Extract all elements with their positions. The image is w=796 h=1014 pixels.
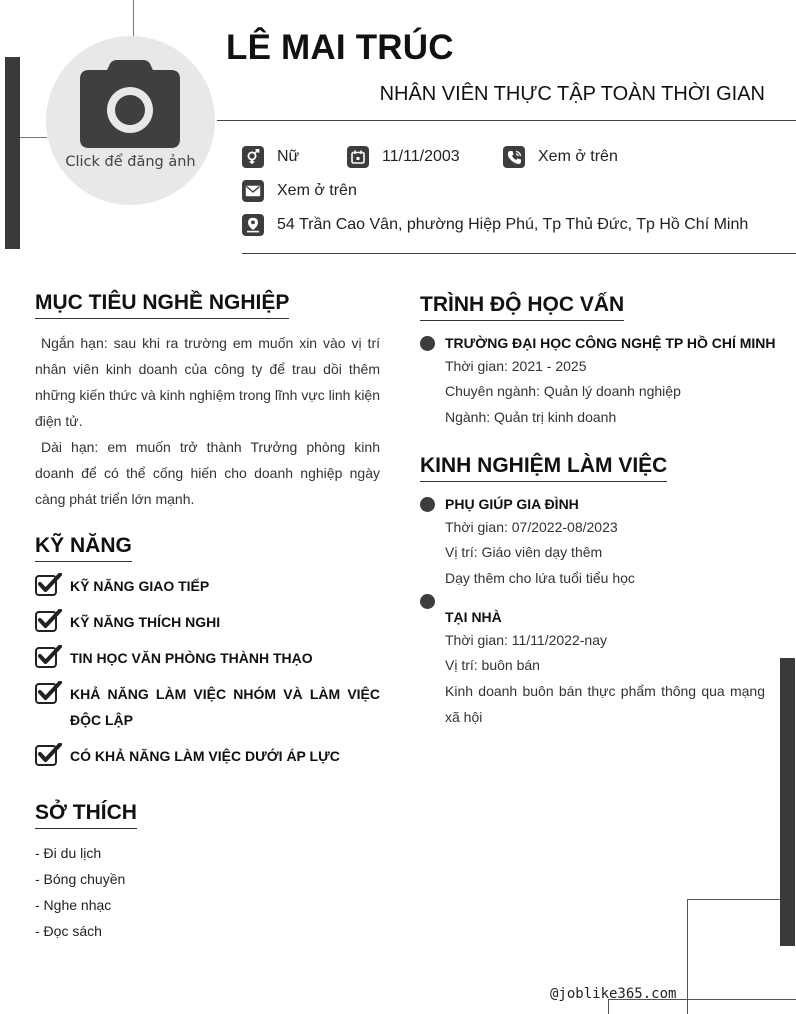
checkbox-checked-icon [35, 609, 62, 633]
email-value: Xem ở trên [277, 182, 357, 199]
skill-item [35, 743, 380, 769]
contact-birthday [347, 146, 460, 168]
objective-long-term: Dài hạn: em muốn trở thành Trưởng phòng kinh doanh để có thể cống hiến cho doanh nghiệp ngày càng phát triển lớn mạnh. [35, 439, 380, 507]
candidate-name: LÊ MAI TRÚC [226, 28, 454, 67]
hobby-item: - Đi du lịch [35, 845, 102, 861]
skills-heading: KỸ NĂNG [35, 534, 132, 562]
contact-address [242, 214, 748, 236]
job-description: Dạy thêm cho lứa tuổi tiểu học [445, 570, 635, 586]
decor-line [20, 137, 47, 138]
divider [217, 120, 796, 121]
hobby-item: - Nghe nhạc [35, 897, 112, 913]
school-name: TRƯỜNG ĐẠI HỌC CÔNG NGHỆ TP HỒ CHÍ MINH [445, 335, 776, 351]
watermark: @joblike365.com [550, 986, 677, 1002]
objective-short-term: Ngắn hạn: sau khi ra trường em muốn xin vào vị trí nhân viên kinh doanh của công ty để trau dồi thêm những kiến thức và kinh nghiệm trong lĩnh vực linh kiện điện tử. [35, 335, 380, 429]
avatar-upload[interactable] [46, 36, 215, 205]
skill-item [35, 609, 380, 635]
job-title: PHỤ GIÚP GIA ĐÌNH [445, 496, 579, 512]
phone-value: Xem ở trên [538, 148, 618, 165]
checkbox-checked-icon [35, 743, 62, 767]
checkbox-checked-icon [35, 681, 62, 705]
education-specialization: Chuyên ngành: Quản lý doanh nghiệp [445, 383, 681, 399]
contact-phone [503, 146, 618, 168]
address-value: 54 Trần Cao Vân, phường Hiệp Phú, Tp Thủ Đức, Tp Hồ Chí Minh [277, 216, 749, 233]
decor-right-bar [780, 658, 795, 946]
gender-icon [242, 146, 264, 168]
contact-email [242, 180, 357, 202]
contact-gender [242, 146, 299, 168]
birthday-value: 11/11/2003 [382, 148, 460, 165]
job-position: Vị trí: Giáo viên dạy thêm [445, 544, 603, 560]
job-time: Thời gian: 11/11/2022-nay [445, 632, 607, 648]
camera-icon [79, 60, 181, 150]
envelope-icon [242, 180, 264, 202]
objective-text [35, 330, 380, 512]
divider [242, 253, 796, 254]
calendar-icon [347, 146, 369, 168]
skill-label: KHẢ NĂNG LÀM VIỆC NHÓM VÀ LÀM VIỆC ĐỘC LẬP [70, 686, 380, 728]
map-pin-icon [242, 214, 264, 236]
skill-label: KỸ NĂNG GIAO TIẾP [70, 578, 210, 594]
hobby-item: - Đọc sách [35, 923, 102, 939]
skill-item [35, 573, 380, 599]
decor-line [133, 0, 134, 36]
decor-left-bar [5, 57, 20, 249]
phone-icon [503, 146, 525, 168]
timeline-bullet [420, 497, 435, 512]
checkbox-checked-icon [35, 573, 62, 597]
timeline-bullet [420, 336, 435, 351]
experience-heading: KINH NGHIỆM LÀM VIỆC [420, 454, 667, 482]
decor-corner-box [687, 899, 780, 1014]
timeline-bullet [420, 594, 435, 609]
hobbies-heading: SỞ THÍCH [35, 801, 137, 829]
avatar-caption: Click để đăng ảnh [65, 154, 196, 170]
skill-label: CÓ KHẢ NĂNG LÀM VIỆC DƯỚI ÁP LỰC [70, 748, 340, 764]
skill-label: KỸ NĂNG THÍCH NGHI [70, 614, 221, 630]
job-title: NHÂN VIÊN THỰC TẬP TOÀN THỜI GIAN [379, 83, 765, 105]
education-major: Ngành: Quản trị kinh doanh [445, 409, 617, 425]
gender-value: Nữ [277, 148, 300, 165]
job-title: TẠI NHÀ [445, 609, 502, 625]
skill-item [35, 681, 380, 733]
education-time: Thời gian: 2021 - 2025 [445, 358, 587, 374]
skill-item [35, 645, 380, 671]
hobby-item: - Bóng chuyền [35, 871, 126, 887]
education-heading: TRÌNH ĐỘ HỌC VẤN [420, 293, 624, 321]
job-time: Thời gian: 07/2022-08/2023 [445, 519, 618, 535]
objective-heading: MỤC TIÊU NGHỀ NGHIỆP [35, 291, 289, 319]
checkbox-checked-icon [35, 645, 62, 669]
job-position: Vị trí: buôn bán [445, 657, 540, 673]
skill-label: TIN HỌC VĂN PHÒNG THÀNH THẠO [70, 650, 313, 666]
job-description: Kinh doanh buôn bán thực phẩm thông qua mạng xã hội [445, 683, 765, 725]
